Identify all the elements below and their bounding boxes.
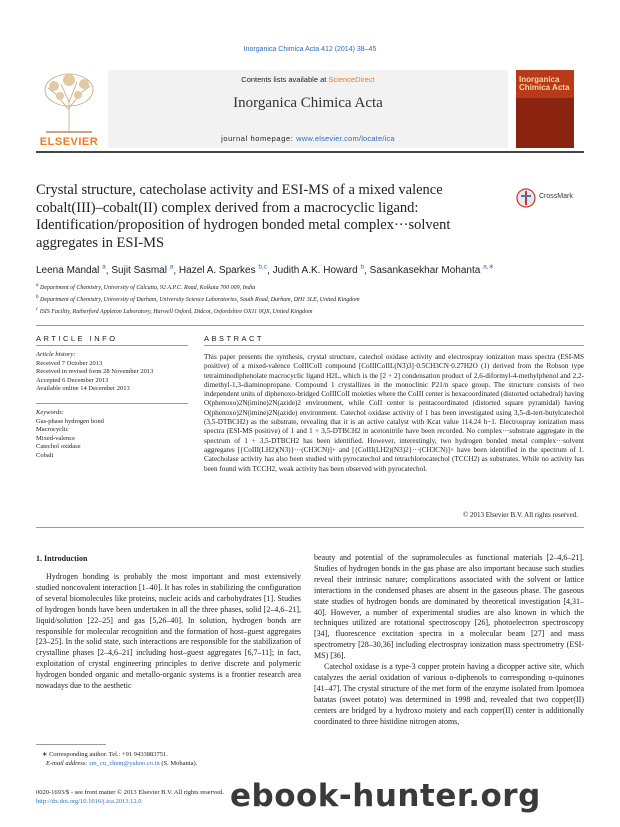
doi-link[interactable]: http://dx.doi.org/10.1016/j.ica.2013.12.0 <box>36 797 142 805</box>
contents-prefix: Contents lists available at <box>241 75 329 84</box>
author-list: Leena Mandal $^a$, Sujit Sasmal $^a$, Hazel A. Sparkes $^{b,c}$, Judith A.K. Howard $^b$, Sasankasekhar Mohanta $^{a,∗}$ <box>36 264 494 277</box>
abstract-copyright: © 2013 Elsevier B.V. All rights reserved. <box>462 511 578 519</box>
author[interactable]: Judith A.K. Howard $^b$ <box>272 264 365 277</box>
paragraph: Catechol oxidase is a type-3 copper protein having a dicopper active site, which catalyzes the aerial oxidation of various o-diphenols to corresponding o-quinones [41–47]. The crystal structure of the met form of the enzyme isolated from Ipomoea batatas (sweet potato) was determined in 1998 and, revealed that two copper(II) centers are bridged by a hydroxo moiety and each copper(II) center is additionally coordinated to three histidine nitrogen atoms, <box>314 662 584 726</box>
journal-cover-image[interactable] <box>516 70 574 148</box>
affiliations <box>36 281 596 317</box>
crossmark-label: CrossMark <box>539 193 573 200</box>
article-history <box>36 351 188 394</box>
history-item: Received 7 October 2013 <box>36 359 103 367</box>
email-link[interactable]: sm_cu_chem@yahoo.co.in <box>89 759 160 767</box>
paragraph: Hydrogen bonding is probably the most important and most extensively studied noncovalent interaction [1–40]. It has roles in stabilizing the configuration of several biomolecules like proteins, nucleic acids and carbohydrates [1]. Studies of hydrogen bonds have been undertaken in all the three phases, solid [2–4,6–21], liquid/solution [22–25] and gas [5,26–40]. In solution, hydrogen bonds are responsible for molecular recognition and the formation of host–guest aggregates [23–25]. In the solid state, such interactions are responsible for the stabilization of crystalline phases [2–4,6–21] including host–guest aggregates [6,7–11]; in fact, exploitation of crystal engineering principles to derive discrete and polymeric hydrogen bonded organic and metallo-organic systems is a frontier research area nowadays due to the aesthetic <box>36 572 301 691</box>
article-title: Crystal structure, catecholase activity and ESI-MS of a mixed valence cobalt(III)–cobalt(II) complex derived from a macrocyclic ligand: Identification/proposition of hydrogen bonded metal complex···solvent aggregates in ESI-MS <box>36 182 451 251</box>
journal-citation[interactable]: Inorganica Chimica Acta 412 (2014) 38–45 <box>243 46 377 53</box>
affiliation: $^c$ ISIS Facility, Rutherford Appleton Laboratory, Harwell Oxford, Didcot, Oxfordshire OX11 0QX, United Kingdom <box>36 307 313 315</box>
keyword: Cobalt <box>36 451 54 459</box>
issn-line: 0020-1693/$ - see front matter © 2013 Elsevier B.V. All rights reserved. <box>36 789 224 796</box>
section-heading: 1. Introduction <box>36 554 88 563</box>
email-line: E-mail address: sm_cu_chem@yahoo.co.in (S. Mohanta). <box>46 759 198 767</box>
body-column-right <box>314 553 584 728</box>
header-rule <box>36 151 584 153</box>
abstract-rule-bottom <box>36 527 584 528</box>
crossmark-badge[interactable] <box>516 188 586 210</box>
elsevier-wordmark: ELSEVIER <box>39 136 99 148</box>
sciencedirect-link[interactable]: ScienceDirect <box>328 75 375 84</box>
abstract-heading: ABSTRACT <box>204 334 265 343</box>
author[interactable]: Sasankasekhar Mohanta $^{a,∗}$ <box>369 264 494 277</box>
paragraph: beauty and potential of the supramolecules as functional materials [2–4,6–21]. Studies of hydrogen bonds in the gas phase are also important because such studies reveal their intrinsic nature; complications associated with the solvent or lattice interactions in the condensed phases are absent in the gaseous phase. The gaseous state studies of hydrogen bonds are dominated by theoretical investigation [4,31–40]. However, a number of experimental studies are also known in which the techniques utilized are rotational spectroscopy [26], photoelectron spectroscopy [34], fluorescence excitation spectra in a molecular beam [27] and mass spectrometry [28–30,36] including electrospray ionization mass spectrometry (ESI-MS) [36]. <box>314 553 584 661</box>
body-column-left <box>36 572 301 692</box>
homepage-prefix: journal homepage: <box>221 134 297 143</box>
abstract-rule <box>204 345 584 346</box>
journal-title: Inorganica Chimica Acta <box>233 95 383 111</box>
history-item: Accepted 6 December 2013 <box>36 376 109 384</box>
author[interactable]: Sujit Sasmal $^a$ <box>111 264 174 277</box>
history-item: Received in revised form 28 November 2013 <box>36 368 154 376</box>
article-info-heading: ARTICLE INFO <box>36 334 118 343</box>
history-item: Available online 14 December 2013 <box>36 385 130 393</box>
affiliation: $^b$ Department of Chemistry, University of Durham, University Science Laboratories, South Road, Durham, DH1 3LE, United Kingdom <box>36 295 360 303</box>
info-rule-top <box>36 325 584 326</box>
keywords-label: Keywords: <box>36 409 64 416</box>
info-rule <box>36 345 188 346</box>
contents-line <box>108 75 508 84</box>
homepage-link[interactable]: www.elsevier.com/locate/ica <box>296 134 395 143</box>
keyword: Mixed-valence <box>36 434 75 442</box>
elsevier-tree-icon <box>36 70 102 134</box>
watermark: ebook-hunter.org <box>230 778 541 814</box>
elsevier-logo <box>36 70 102 148</box>
author[interactable]: Leena Mandal $^a$ <box>36 264 106 277</box>
affiliation: $^a$ Department of Chemistry, University of Calcutta, 92 A.P.C. Road, Kolkata 700 009, India <box>36 283 256 291</box>
cover-band <box>516 98 574 148</box>
footnote-rule <box>36 744 106 745</box>
keyword: Gas-phase hydrogen bond <box>36 417 104 425</box>
keyword: Catechol oxidase <box>36 443 81 451</box>
keywords <box>36 409 188 461</box>
cover-title: Inorganica Chimica Acta <box>519 75 570 92</box>
abstract-body: This paper presents the synthesis, crystal structure, catechol oxidase activity and electrospray ionization mass spectra (ESI-MS positive) of a mixed-valence CoIIICoII compound [CoIIICoIIL(N3)3]·0.5CH3CN·0.27H2O (1) derived from the Robson type tetraiminodiphenolate macrocyclic ligand H2L, which is the [2 + 2] condensation product of 2,6-diformyl-4-methylphenol and 2,2-dimethyl-1,3-diaminopropane. Compound 1 crystallizes in the monoclinic P21/n space group. The structure consists of two independent units of diphenoxo-bridged CoIIICoII moieties where the CoIII center is hexacoordinated (distorted octahedral) having O(phenoxo)2N(imine)2N(azide)2 environment, while CoII center is pentacoordinated (distorted square pyramidal) having O(phenoxo)2N(imine)2N(azide) environment. Catechol oxidase activity of 1 has been investigated using 3,5-di-tert-butylcatechol (3,5-DTBCH2) as the substrate, revealing that it is an active catalyst with Kcat value 114.24 h−1. Electrospray ionization mass spectra (ESI-MS positive) of 1 and 1 + 3,5-DTBCH2 in acetonitrile have been recorded. No complex···substrate aggregate in the spectrum of 1 + 3,5-DTBCH2 has been identified. However, interestingly, two hydrogen bonded metal complex···solvent aggregates [{CoIII(LH2)(N3)}···(CH3CN)]+ and [{CoIII(LH2)(N3)2}···(CH3CN)]+ have been identified in the spectrum of 1. Catecholase activity has also been studied with pyrocatechol and tetrachlorocatechol (TCCH2) as substrates. While no activity has been found with TCCH2, weak activity has been observed with pyrocatechol. <box>204 353 584 473</box>
author[interactable]: Hazel A. Sparkes $^{b,c}$ <box>178 264 268 277</box>
crossmark-icon <box>516 188 536 208</box>
keyword: Macrocyclic <box>36 426 69 434</box>
journal-homepage <box>108 134 508 143</box>
keywords-rule <box>36 403 188 404</box>
history-label: Article history: <box>36 351 76 358</box>
footnotes <box>36 751 301 768</box>
corresponding-author: ∗ Corresponding author. Tel.: +91 9433883751. <box>42 751 168 758</box>
